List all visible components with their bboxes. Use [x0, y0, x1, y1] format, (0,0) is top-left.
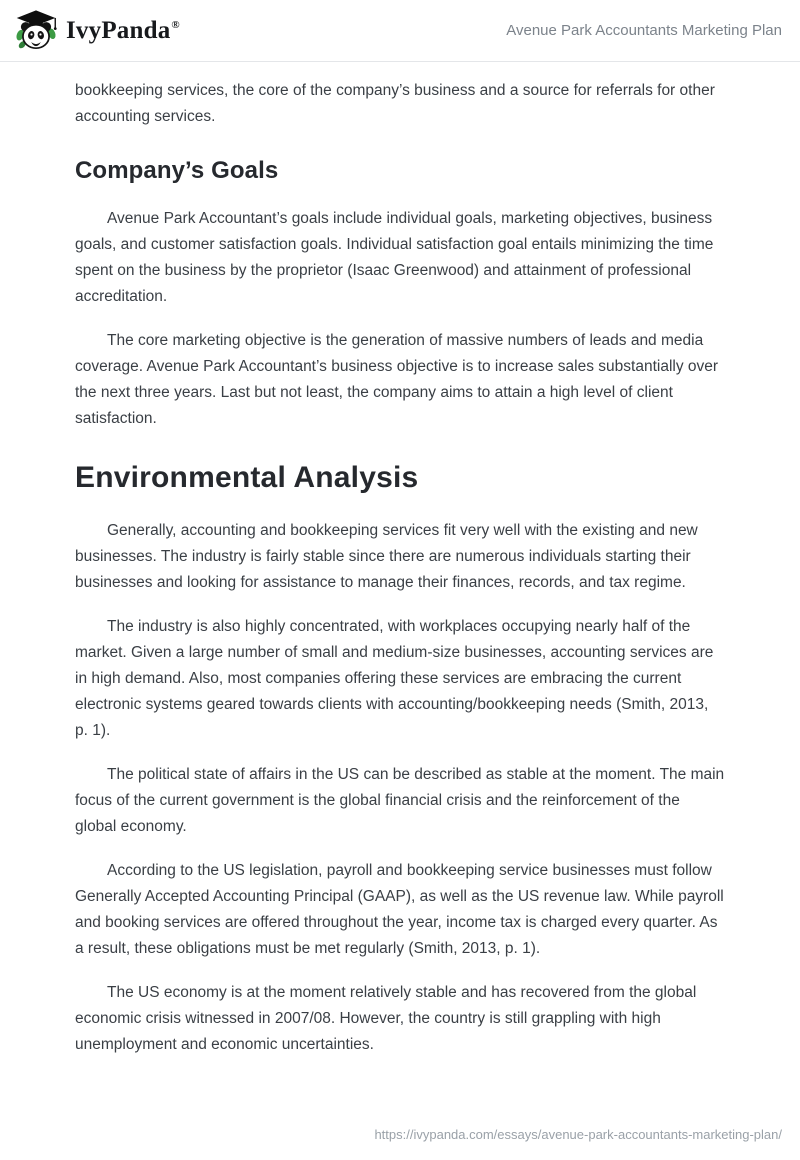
document-title: Avenue Park Accountants Marketing Plan — [506, 22, 782, 39]
paragraph-intro-continuation: bookkeeping services, the core of the company’s business and a source for referrals for other accounting services. — [75, 82, 715, 125]
paragraph-env-5: The US economy is at the moment relatively stable and has recovered from the global economic crisis witnessed in 2007/08. However, the country is still grappling with high unemployment and economic uncertainties. — [75, 984, 697, 1053]
paragraph-env-1: Generally, accounting and bookkeeping services fit very well with the existing and new businesses. The industry is fairly stable since there are numerous individuals starting their businesses and looking for assistance to manage their finances, records, and tax regime. — [75, 522, 698, 591]
section-heading-environmental-analysis: Environmental Analysis — [75, 461, 419, 494]
page-header — [0, 0, 800, 62]
panda-graduation-cap-icon — [14, 9, 58, 53]
paragraph-env-3: The political state of affairs in the US can be described as stable at the moment. The main focus of the current government is the global financial crisis and the reinforcement of the global economy. — [75, 766, 725, 835]
paragraph-env-2: The industry is also highly concentrated, with workplaces occupying nearly half of the market. Given a large number of small and medium-size businesses, accounting services are in high demand. Also, most companies offering these services are embracing the current electronic systems geared towards clients with accounting/bookkeeping needs (Smith, 2013, p. 1). — [75, 618, 714, 739]
source-url: https://ivypanda.com/essays/avenue-park-accountants-marketing-plan/ — [374, 1127, 782, 1142]
paragraph-goals-1: Avenue Park Accountant’s goals include individual goals, marketing objectives, business goals, and customer satisfaction goals. Individual satisfaction goal entails minimizing the time spent on the business by the proprietor (Isaac Greenwood) and attainment of professional accreditation. — [75, 210, 714, 305]
brand-name: IvyPanda® — [66, 16, 180, 44]
essay-body — [0, 62, 800, 1058]
ivypanda-logo[interactable] — [14, 9, 180, 53]
paragraph-env-4: According to the US legislation, payroll and bookkeeping service businesses must follow Generally Accepted Accounting Principal (GAAP), as well as the US revenue law. While payroll and booking services are offered throughout the year, income tax is charged every quarter. As a result, these obligations must be met regularly (Smith, 2013, p. 1). — [75, 862, 724, 957]
registered-trademark-symbol: ® — [171, 19, 180, 32]
paragraph-goals-2: The core marketing objective is the generation of massive numbers of leads and media coverage. Avenue Park Accountant’s business objective is to increase sales substantially over the next three years. Last but not least, the company aims to attain a high level of client satisfaction. — [75, 332, 719, 427]
section-heading-companys-goals: Company’s Goals — [75, 157, 279, 184]
